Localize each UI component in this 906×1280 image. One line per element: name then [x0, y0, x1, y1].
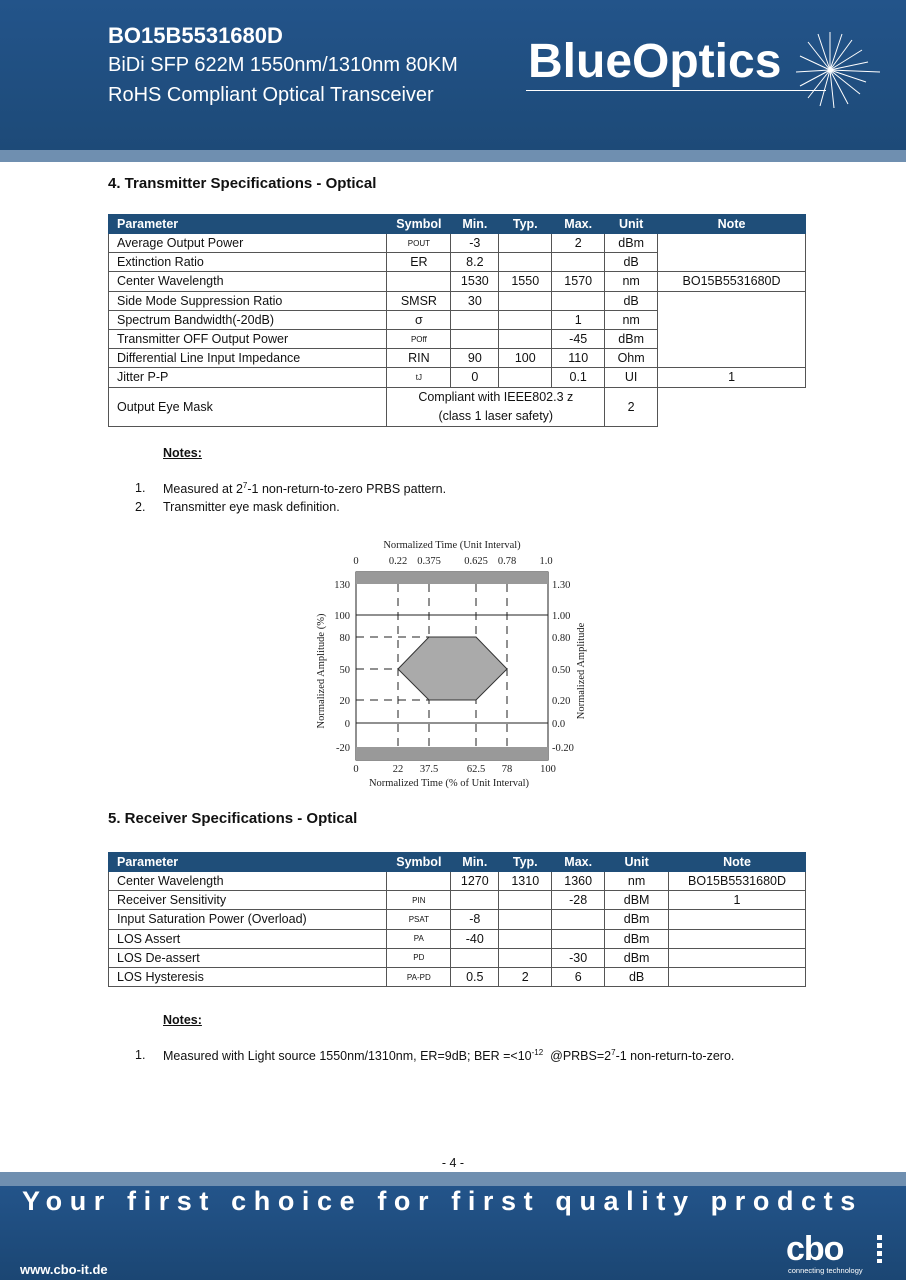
- param-cell: Side Mode Suppression Ratio: [109, 291, 387, 310]
- product-line-1: BiDi SFP 622M 1550nm/1310nm 80KM: [108, 54, 458, 76]
- max-cell: [552, 253, 605, 272]
- note-number: 1.: [135, 481, 146, 495]
- col-parameter: Parameter: [109, 853, 387, 872]
- col-min: Min.: [451, 853, 499, 872]
- left-tick: -20: [336, 743, 350, 754]
- col-typ: Typ.: [499, 215, 552, 234]
- cbo-dots-icon: [876, 1234, 884, 1264]
- right-tick: 0.80: [552, 633, 571, 644]
- symbol-cell: PA-PD: [387, 967, 451, 986]
- param-cell: Spectrum Bandwidth(-20dB): [109, 310, 387, 329]
- footer-slogan: Your first choice for first quality prodcts: [22, 1186, 863, 1216]
- param-cell: Receiver Sensitivity: [109, 891, 387, 910]
- symbol-cell: PSAT: [387, 910, 451, 929]
- note-text: Transmitter eye mask definition.: [163, 500, 340, 514]
- top-tick: 1.0: [539, 556, 553, 567]
- unit-cell: nm: [605, 310, 658, 329]
- symbol-cell: tJ: [387, 368, 451, 387]
- eye-mask-line-2: (class 1 laser safety): [438, 408, 554, 423]
- min-cell: [451, 948, 499, 967]
- col-note: Note: [658, 215, 806, 234]
- symbol-cell: PIN: [387, 891, 451, 910]
- typ-cell: [499, 329, 552, 348]
- tx-notes-header: Notes:: [163, 446, 202, 460]
- top-tick: 0.375: [417, 556, 441, 567]
- param-cell: Transmitter OFF Output Power: [109, 329, 387, 348]
- lower-mask-band: [356, 747, 548, 760]
- symbol-cell: PA: [387, 929, 451, 948]
- unit-cell: dBm: [605, 234, 658, 253]
- typ-cell: [499, 253, 552, 272]
- note-cell: [669, 967, 806, 986]
- unit-cell: dBm: [605, 329, 658, 348]
- receiver-spec-table: [108, 852, 806, 987]
- left-tick: 50: [339, 665, 350, 676]
- note-cell: 2: [605, 387, 658, 426]
- note-cell: 1: [669, 891, 806, 910]
- symbol-cell: POUT: [387, 234, 451, 253]
- table-row: [109, 910, 806, 929]
- col-typ: Typ.: [499, 853, 552, 872]
- max-cell: 6: [552, 967, 605, 986]
- unit-cell: dBm: [605, 948, 669, 967]
- table-row: [109, 967, 806, 986]
- note-text-post: -1 non-return-to-zero.: [615, 1049, 735, 1064]
- header-strip: [0, 150, 906, 162]
- table-row: [109, 872, 806, 891]
- typ-cell: [499, 368, 552, 387]
- unit-cell: dB: [605, 291, 658, 310]
- min-cell: -8: [451, 910, 499, 929]
- note-number: 1.: [135, 1048, 146, 1062]
- note-cell: [669, 948, 806, 967]
- symbol-cell: POff: [387, 329, 451, 348]
- typ-cell: 1310: [499, 872, 552, 891]
- cbo-logo: cbo: [786, 1230, 844, 1268]
- min-cell: 8.2: [451, 253, 499, 272]
- col-max: Max.: [552, 215, 605, 234]
- table-row: [109, 891, 806, 910]
- note-sup: -12: [531, 1048, 544, 1057]
- header-text: [108, 22, 458, 110]
- note-cell: BO15B5531680D: [658, 272, 806, 291]
- unit-cell: dBm: [605, 910, 669, 929]
- table-row: [109, 272, 806, 291]
- unit-cell: dB: [605, 967, 669, 986]
- table-row: [109, 929, 806, 948]
- min-cell: 1270: [451, 872, 499, 891]
- left-tick: 130: [334, 580, 350, 591]
- col-symbol: Symbol: [387, 215, 451, 234]
- bottom-axis-title: Normalized Time (% of Unit Interval): [368, 778, 530, 789]
- typ-cell: 1550: [499, 272, 552, 291]
- bottom-tick: 100: [540, 764, 556, 775]
- product-line-2: RoHS Compliant Optical Transceiver: [108, 84, 434, 106]
- param-cell: Jitter P-P: [109, 368, 387, 387]
- table-row: [109, 291, 806, 310]
- table-header-row: [109, 853, 806, 872]
- top-tick: 0.22: [388, 556, 408, 567]
- top-axis-title: Normalized Time (Unit Interval): [383, 540, 521, 551]
- col-symbol: Symbol: [387, 853, 451, 872]
- typ-cell: [499, 929, 552, 948]
- footer-url[interactable]: www.cbo-it.de: [20, 1262, 108, 1277]
- min-cell: 1530: [451, 272, 499, 291]
- typ-cell: 2: [499, 967, 552, 986]
- max-cell: 1360: [552, 872, 605, 891]
- min-cell: [451, 329, 499, 348]
- transmitter-section-title: 4. Transmitter Specifications - Optical: [108, 175, 377, 192]
- left-tick: 20: [339, 696, 350, 707]
- note-cell: [658, 291, 806, 368]
- table-row: [109, 387, 806, 426]
- bottom-tick: 0: [353, 764, 359, 775]
- cbo-tagline: connecting technology: [788, 1266, 863, 1275]
- col-unit: Unit: [605, 853, 669, 872]
- symbol-cell: ER: [387, 253, 451, 272]
- table-row: [109, 948, 806, 967]
- right-tick: 0.0: [552, 719, 566, 730]
- right-axis-title: Normalized Amplitude: [576, 622, 587, 720]
- note-cell: [658, 234, 806, 272]
- unit-cell: Ohm: [605, 349, 658, 368]
- param-cell: LOS Assert: [109, 929, 387, 948]
- typ-cell: [499, 234, 552, 253]
- max-cell: 1570: [552, 272, 605, 291]
- left-tick: 80: [339, 633, 350, 644]
- note-sup: 7: [242, 481, 248, 490]
- note-text-pre: Measured with Light source 1550nm/1310nm, ER=9dB; BER =<10: [163, 1049, 532, 1064]
- page-number: - 4 -: [441, 1156, 465, 1170]
- col-note: Note: [669, 853, 806, 872]
- typ-cell: [499, 910, 552, 929]
- bottom-tick: 62.5: [466, 764, 486, 775]
- max-cell: 1: [552, 310, 605, 329]
- right-tick: 1.30: [552, 580, 571, 591]
- right-tick: 0.20: [552, 696, 571, 707]
- note-cell: [669, 929, 806, 948]
- symbol-cell: σ: [387, 310, 451, 329]
- unit-cell: nm: [605, 272, 658, 291]
- starburst-icon: [790, 30, 885, 110]
- col-parameter: Parameter: [109, 215, 387, 234]
- max-cell: -30: [552, 948, 605, 967]
- typ-cell: 100: [499, 349, 552, 368]
- right-tick: 1.00: [552, 611, 571, 622]
- right-tick: 0.50: [552, 665, 571, 676]
- param-cell: Output Eye Mask: [109, 387, 387, 426]
- param-cell: Extinction Ratio: [109, 253, 387, 272]
- table-row: [109, 234, 806, 253]
- note-number: 2.: [135, 500, 146, 514]
- right-tick: -0.20: [552, 743, 574, 754]
- min-cell: [451, 310, 499, 329]
- symbol-cell: [387, 872, 451, 891]
- param-cell: Average Output Power: [109, 234, 387, 253]
- product-model: BO15B5531680D: [108, 23, 283, 48]
- symbol-cell: SMSR: [387, 291, 451, 310]
- top-tick: 0.625: [464, 556, 488, 567]
- symbol-cell: [387, 272, 451, 291]
- min-cell: -40: [451, 929, 499, 948]
- param-cell: Input Saturation Power (Overload): [109, 910, 387, 929]
- param-cell: LOS De-assert: [109, 948, 387, 967]
- unit-cell: dBM: [605, 891, 669, 910]
- note-text: [163, 1048, 734, 1063]
- unit-cell: nm: [605, 872, 669, 891]
- col-min: Min.: [451, 215, 499, 234]
- param-cell: LOS Hysteresis: [109, 967, 387, 986]
- max-cell: 2: [552, 234, 605, 253]
- bottom-tick: 37.5: [419, 764, 439, 775]
- min-cell: 30: [451, 291, 499, 310]
- footer-strip: [0, 1172, 906, 1186]
- symbol-cell: RIN: [387, 349, 451, 368]
- max-cell: 0.1: [552, 368, 605, 387]
- param-cell: Differential Line Input Impedance: [109, 349, 387, 368]
- param-cell: Center Wavelength: [109, 872, 387, 891]
- table-header-row: [109, 215, 806, 234]
- min-cell: 0.5: [451, 967, 499, 986]
- note-text-pre: Measured at 2: [163, 482, 243, 497]
- upper-mask-band: [356, 572, 548, 584]
- note-text-post: -1 non-return-to-zero PRBS pattern.: [247, 482, 447, 497]
- min-cell: -3: [451, 234, 499, 253]
- symbol-cell: PD: [387, 948, 451, 967]
- typ-cell: [499, 891, 552, 910]
- table-row: [109, 368, 806, 387]
- typ-cell: [499, 291, 552, 310]
- transmitter-spec-table: [108, 214, 806, 427]
- blueoptics-logo: BlueOptics: [528, 35, 782, 88]
- rx-notes-header: Notes:: [163, 1013, 202, 1027]
- left-tick: 100: [334, 611, 350, 622]
- note-sup: 7: [611, 1048, 616, 1057]
- eye-mask-diagram: [312, 536, 602, 792]
- top-tick: 0: [353, 556, 359, 567]
- note-cell: 1: [658, 368, 806, 387]
- note-cell: BO15B5531680D: [669, 872, 806, 891]
- eye-mask-line-1: Compliant with IEEE802.3 z: [418, 389, 574, 404]
- typ-cell: [499, 948, 552, 967]
- min-cell: 0: [451, 368, 499, 387]
- typ-cell: [499, 310, 552, 329]
- eye-mask-compliance: [387, 387, 605, 426]
- left-tick: 0: [344, 719, 350, 730]
- receiver-section-title: 5. Receiver Specifications - Optical: [108, 810, 358, 827]
- min-cell: 90: [451, 349, 499, 368]
- left-axis-title: Normalized Amplitude (%): [316, 613, 327, 729]
- unit-cell: UI: [605, 368, 658, 387]
- max-cell: -45: [552, 329, 605, 348]
- max-cell: [552, 929, 605, 948]
- col-unit: Unit: [605, 215, 658, 234]
- max-cell: [552, 910, 605, 929]
- param-cell: Center Wavelength: [109, 272, 387, 291]
- bottom-tick: 22: [392, 764, 404, 775]
- note-text-mid: @PRBS=2: [543, 1049, 612, 1064]
- unit-cell: dB: [605, 253, 658, 272]
- top-tick: 0.78: [497, 556, 517, 567]
- max-cell: -28: [552, 891, 605, 910]
- col-max: Max.: [552, 853, 605, 872]
- note-text: [163, 481, 446, 496]
- bottom-tick: 78: [501, 764, 513, 775]
- min-cell: [451, 891, 499, 910]
- logo-underline: [526, 90, 826, 91]
- max-cell: [552, 291, 605, 310]
- note-cell: [669, 910, 806, 929]
- max-cell: 110: [552, 349, 605, 368]
- unit-cell: dBm: [605, 929, 669, 948]
